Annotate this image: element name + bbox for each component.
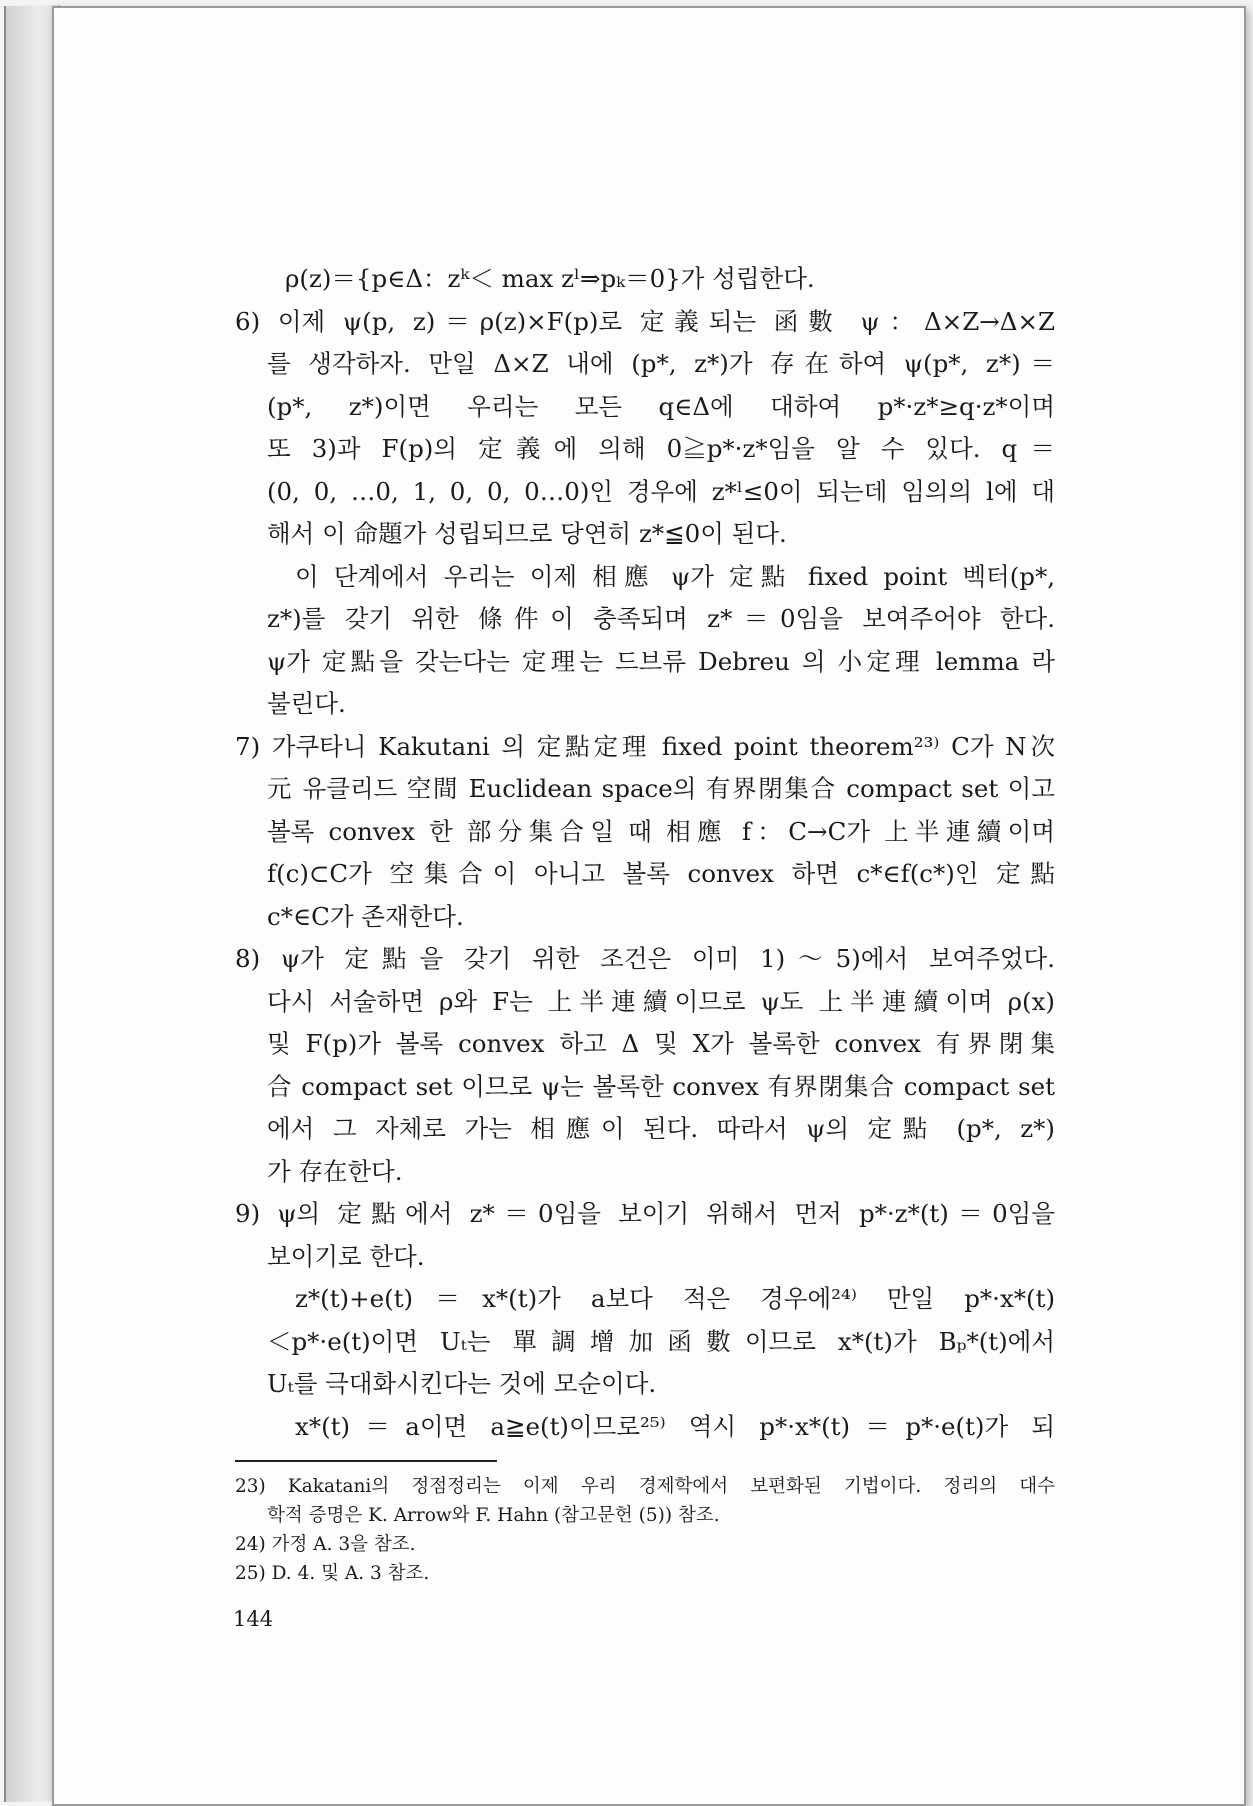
text-line: 다시 서술하면 ρ와 F는 上半連續이므로 ψ도 上半連續이며 ρ(x) [267, 986, 1055, 1016]
text-line: 또 3)과 F(p)의 定義에 의해 0≧p*·z*임을 알 수 있다. q＝ [267, 434, 1055, 463]
text-line: z*(t)+e(t)＝x*(t)가 a보다 적은 경우에²⁴⁾ 만일 p*·x*(t) [295, 1284, 1055, 1313]
formula-line: ρ(z)＝{p∈Δ：zᵏ＜ max zˡ⇒pₖ＝0}가 성립한다. [285, 264, 815, 293]
text-line: 元 유클리드 空間 Euclidean space의 有界閉集合 compact set 이고 [267, 774, 1055, 803]
footnote-line: 23) Kakatani의 정점정리는 이제 우리 경제학에서 보편화된 기법이다. 정리의 대수 [235, 1476, 1055, 1497]
body-text [235, 258, 1055, 1448]
text-line: 를 생각하자. 만일 Δ×Z 내에 (p*, z*)가 存在하여 ψ(p*, z*)＝ [267, 349, 1055, 378]
text-line: 7) 가쿠타니 Kakutani 의 定點定理 fixed point theorem²³⁾ C가 N次 [235, 731, 1055, 761]
text-line: f(c)⊂C가 空集合이 아니고 볼록 convex 하면 c*∈f(c*)인 定點 [267, 859, 1055, 888]
text-line: (0, 0, …0, 1, 0, 0, 0…0)인 경우에 z*ˡ≤0이 되는데 임의의 l에 대 [267, 476, 1055, 506]
text-line: x*(t)＝a이면 a≧e(t)이므로²⁵⁾ 역시 p*·x*(t)＝p*·e(t)가 되 [295, 1411, 1055, 1441]
text-line: 6) 이제 ψ(p, z)＝ρ(z)×F(p)로 定義되는 函數 ψ：Δ×Z→Δ×Z [235, 306, 1055, 336]
footnote-line: 학적 증명은 K. Arrow와 F. Hahn (참고문헌 (5)) 참조. [267, 1505, 720, 1526]
text-line: 가 存在한다. [267, 1156, 403, 1186]
text-line: 合 compact set 이므로 ψ는 볼록한 convex 有界閉集合 compact set [267, 1071, 1055, 1101]
text-line: 불린다. [267, 689, 346, 718]
page-number: 144 [233, 1607, 274, 1631]
text-line: 9) ψ의 定點에서 z*＝0임을 보이기 위해서 먼저 p*·z*(t)＝0임을 [235, 1199, 1055, 1228]
text-line: 해서 이 命題가 성립되므로 당연히 z*≦0이 된다. [267, 519, 787, 548]
text-line: ψ가 定點을 갖는다는 定理는 드브류 Debreu 의 小定理 lemma 라 [267, 646, 1055, 676]
footnote-line: 25) D. 4. 및 A. 3 참조. [235, 1563, 430, 1584]
text-line: Uₜ를 극대화시킨다는 것에 모순이다. [267, 1369, 657, 1398]
text-line: ＜p*·e(t)이면 Uₜ는 單調增加函數이므로 x*(t)가 Bₚ*(t)에서 [267, 1326, 1055, 1356]
text-line: c*∈C가 존재한다. [267, 901, 464, 931]
text-line: 8) ψ가 定點을 갖기 위한 조건은 이미 1)～5)에서 보여주었다. [235, 944, 1055, 973]
footnote-line: 24) 가정 A. 3을 참조. [235, 1534, 416, 1555]
text-line: 볼록 convex 한 部分集合일 때 相應 f：C→C가 上半連續이며 [267, 816, 1055, 846]
text-line: 및 F(p)가 볼록 convex 하고 Δ 및 X가 볼록한 convex 有界閉集 [267, 1029, 1055, 1058]
footnote-divider [235, 1460, 497, 1462]
footnotes [235, 1472, 1055, 1588]
text-line: 보이기로 한다. [267, 1241, 425, 1271]
text-line: (p*, z*)이면 우리는 모든 q∈Δ에 대하여 p*·z*≥q·z*이며 [267, 391, 1055, 421]
text-line: z*)를 갖기 위한 條件이 충족되며 z*＝0임을 보여주어야 한다. [267, 604, 1055, 633]
text-line: 이 단계에서 우리는 이제 相應 ψ가 定點 fixed point 벡터(p*, [295, 561, 1055, 591]
text-line: 에서 그 자체로 가는 相應이 된다. 따라서 ψ의 定點 (p*, z*) [267, 1114, 1055, 1143]
